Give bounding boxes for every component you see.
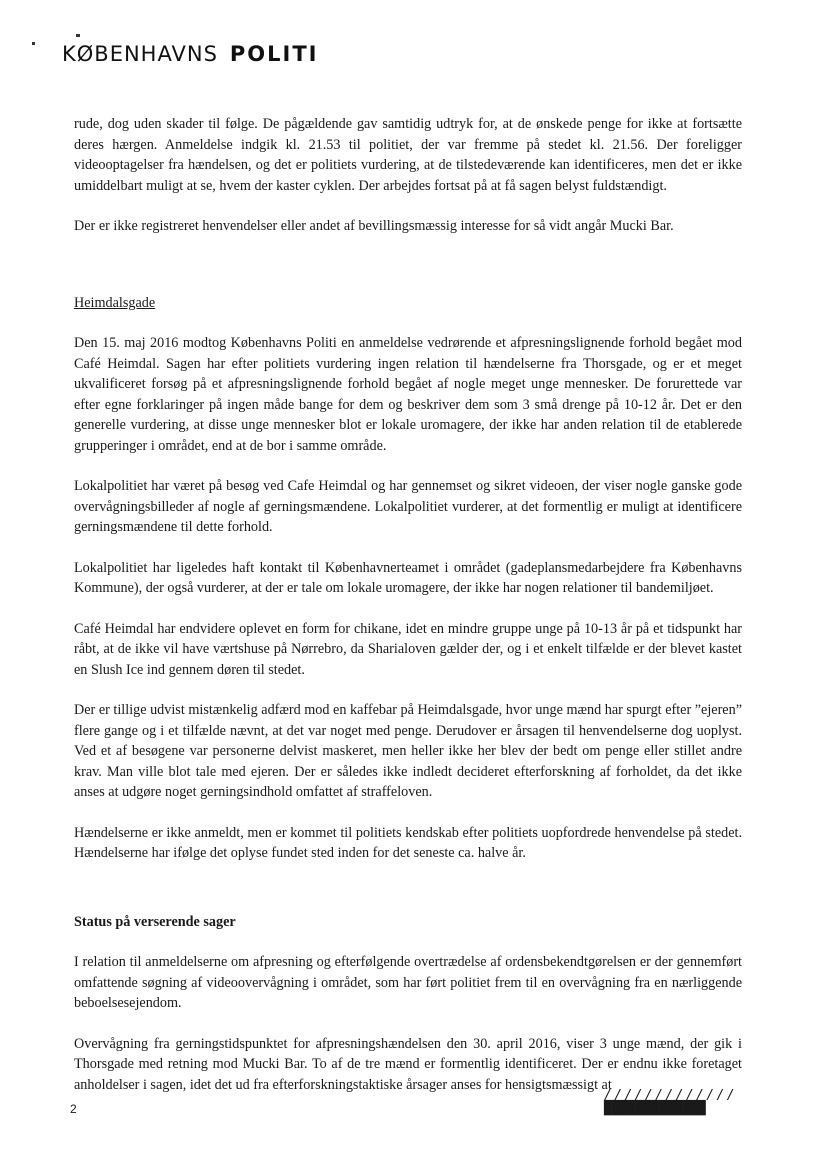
document-body <box>74 114 742 1095</box>
page-number: 2 <box>70 1102 77 1116</box>
paragraph: Overvågning fra gerningstidspunktet for afpresningshændelsen den 30. april 2016, viser 3 unge mænd, der gik i Thorsgade med retning mod Mucki Bar. To af de tre mænd er formentlig identificeret. Der er endnu ikke foretaget anholdelser i sagen, idet det ud fra efterforskningstaktiske årsager anses for hensigtsmæssigt at <box>74 1035 742 1093</box>
logo-text-regular: KØBENHAVNS <box>62 42 218 66</box>
paragraph: Lokalpolitiet har været på besøg ved Cafe Heimdal og har gennemset og sikret videoen, der viser nogle ganske gode overvågningsbilleder af nogle af gerningsmændene. Lokalpolitiet vurderer, at det formentlig er muligt at identificere gerningsmændene til dette forhold. <box>74 478 742 535</box>
paragraph: Der er ikke registreret henvendelser eller andet af bevillingsmæssig interesse for så vidt angår Mucki Bar. <box>74 218 674 234</box>
logo-accent-mark <box>76 34 80 37</box>
document-barcode <box>604 1088 744 1116</box>
paragraph: I relation til anmeldelserne om afpresning og efterfølgende overtrædelse af ordensbekendtgørelsen er der gennemført omfattende søgning af videoovervågning i området, som har ført politiet frem til en overvågning fra en nærliggende beboelsesejendom. <box>74 954 742 1011</box>
paragraph: Den 15. maj 2016 modtog Københavns Politi en anmeldelse vedrørende et afpresningslignende forhold begået mod Café Heimdal. Sagen har efter politiets vurdering ingen relation til hændelserne fra Thorsgade, og er et meget ukvalificeret forsøg på et afpresningslignende forhold begået af nogle meget unge mennesker. De forurettede var efter egne forklaringer på ingen måde bange for dem og beskriver dem som 3 små drenge på 10-12 år. Det er den generelle vurdering, at disse unge mennesker blot er lokale uromagere, der ikke har anden relation til de etablerede grupperinger i området, end at de bor i samme område. <box>74 335 742 454</box>
paragraph: Café Heimdal har endvidere oplevet en form for chikane, idet en mindre gruppe unge på 10-13 år på et tidspunkt har råbt, at de ikke vil have værtshuse på Nørrebro, da Sharialoven gælder der, og i et enkelt tilfælde er der blevet kastet en Slush Ice ind gennem døren til stedet. <box>74 620 742 678</box>
section-heading-status: Status på verserende sager <box>74 913 236 930</box>
logo-text-bold: POLITI <box>229 42 319 66</box>
paragraph: Der er tillige udvist mistænkelig adfærd mod en kaffebar på Heimdalsgade, hvor unge mænd har spurgt efter ”ejeren” flere gange og i et tilfælde nævnt, at det var noget med penge. Derudover er årsagen til henvendelserne dog uoplyst. Ved et af besøgene var personerne delvist maskeret, men heller ikke her blev der bedt om penge eller stillet andre krav. Man ville blot tale med ejeren. Der er således ikke indledt decideret efterforskning af forholdet, da det ikke anses at udgøre noget gerningsindhold omfattet af straffeloven. <box>74 702 742 800</box>
paragraph: Lokalpolitiet har ligeledes haft kontakt til Københavnerteamet i området (gadeplansmedarbejdere fra Københavns Kommune), der også vurderer, at der er tale om lokale uromagere, der ikke har nogen relationer til bandemiljøet. <box>74 559 742 596</box>
barcode-top-row: ///////////// <box>604 1088 737 1103</box>
barcode-bottom-row: █████████████ <box>604 1101 706 1116</box>
scan-mark <box>32 42 35 45</box>
paragraph: Hændelserne er ikke anmeldt, men er kommet til politiets kendskab efter politiets uopfordrede henvendelse på stedet. Hændelserne har ifølge det oplyse fundet sted inden for det seneste ca. halve år. <box>74 824 742 861</box>
paragraph: rude, dog uden skader til følge. De pågældende gav samtidig udtryk for, at de ønskede penge for ikke at fortsætte deres hærgen. Anmeldelse indgik kl. 21.53 til politiet, der var fremme på stedet kl. 21.56. Der foreligger videooptagelser fra hændelsen, og det er politiets vurdering, at de tilstedeværende kan identificeres, men det er ikke umiddelbart muligt at se, hvem der kaster cyklen. Der arbejdes fortsat på at få sagen belyst fuldstændigt. <box>74 116 742 194</box>
police-logo <box>62 42 318 66</box>
section-heading-heimdalsgade: Heimdalsgade <box>74 294 156 311</box>
